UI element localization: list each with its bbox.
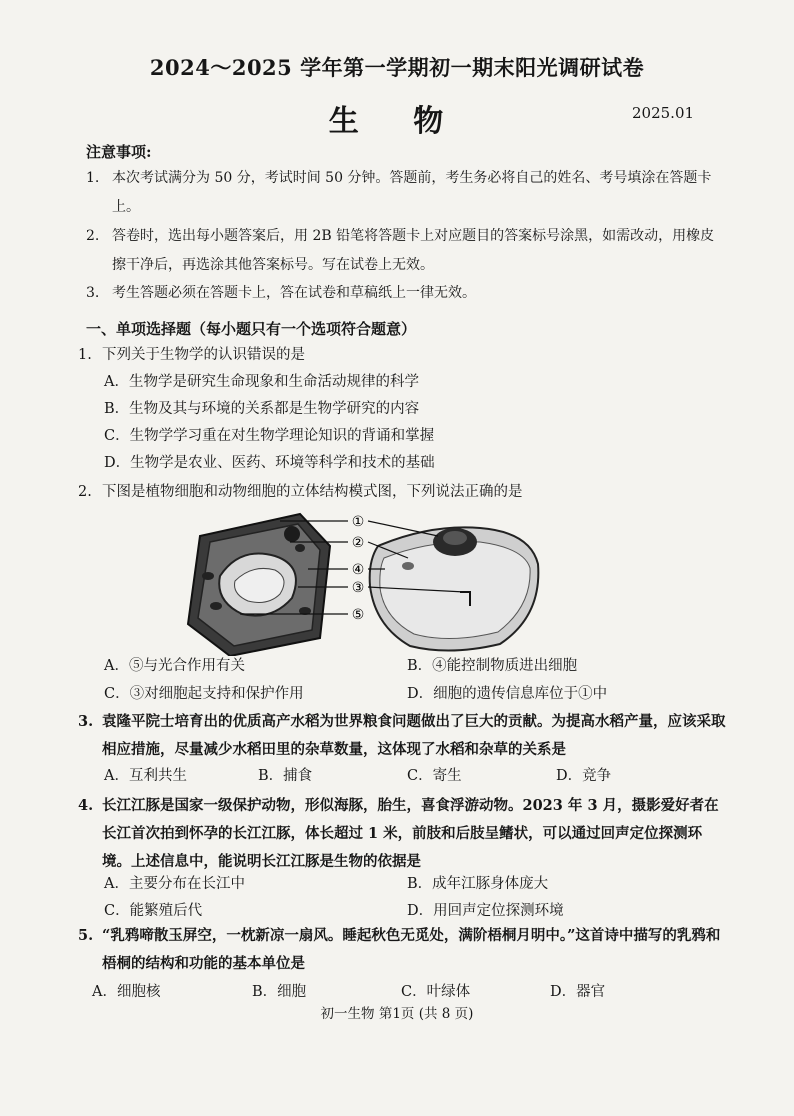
question-3-option-b: B．捕食	[258, 768, 313, 784]
question-text: 下列关于生物学的认识错误的是	[102, 347, 305, 363]
question-5-option-b: B．细胞	[252, 984, 307, 1000]
note-number: 2.	[86, 228, 100, 244]
question-2-option-a: A．⑤与光合作用有关	[104, 658, 245, 674]
question-3-option-a: A．互利共生	[104, 768, 187, 784]
exam-date: 2025.01	[632, 104, 695, 122]
figure-label-2: ②	[351, 535, 365, 551]
question-3-option-d: D．竞争	[556, 768, 612, 784]
section-heading: 一、单项选择题（每小题只有一个选项符合题意）	[86, 320, 417, 338]
subject-title: 生 物	[328, 104, 466, 139]
question-2-stem	[78, 478, 728, 506]
notes-heading: 注意事项:	[86, 143, 152, 161]
question-4-option-a: A．主要分布在长江中	[104, 876, 245, 892]
figure-label-3: ③	[351, 580, 365, 596]
question-5-option-a: A．细胞核	[92, 984, 161, 1000]
question-1-option-c: C．生物学学习重在对生物学理论知识的背诵和掌握	[104, 428, 435, 444]
question-4-option-b: B．成年江豚身体庞大	[407, 876, 549, 892]
question-text: 袁隆平院士培育出的优质高产水稻为世界粮食问题做出了巨大的贡献。为提高水稻产量，应该采取相应措施，尽量减少水稻田里的杂草数量，这体现了水稻和杂草的关系是	[102, 713, 726, 758]
plant-cell-illustration	[188, 514, 330, 656]
page-footer: 初一生物 第1页 (共 8 页)	[320, 1006, 474, 1022]
note-text: 本次考试满分为 50 分，考试时间 50 分钟。答题前，考生务必将自己的姓名、考号填涂在答题卡上。	[112, 170, 712, 215]
cell-structure-figure	[180, 506, 560, 656]
question-2-option-c: C．③对细胞起支持和保护作用	[104, 686, 304, 702]
question-number: 5.	[78, 927, 94, 944]
note-text: 考生答题必须在答题卡上，答在试卷和草稿纸上一律无效。	[112, 285, 476, 301]
question-3-option-c: C．寄生	[407, 768, 462, 784]
question-text: “乳鸦啼散玉屏空，一枕新凉一扇风。睡起秋色无觅处，满阶梧桐月明中。”这首诗中描写的乳鸦和梧桐的结构和功能的基本单位是	[102, 927, 721, 972]
figure-label-5: ⑤	[351, 607, 365, 623]
question-1-option-a: A．生物学是研究生命现象和生命活动规律的科学	[104, 374, 419, 390]
question-3-stem	[78, 708, 728, 764]
question-2-option-b: B．④能控制物质进出细胞	[407, 658, 578, 674]
question-text: 长江江豚是国家一级保护动物，形似海豚，胎生，喜食浮游动物。2023 年 3 月，摄影爱好者在长江首次拍到怀孕的长江江豚，体长超过 1 米，前肢和后肢呈鳍状，可以通过回声定位探测环境。上述信息中，能说明长江江豚是生物的依据是	[102, 797, 719, 870]
question-2-option-d: D．细胞的遗传信息库位于①中	[407, 686, 608, 702]
question-1-option-b: B．生物及其与环境的关系都是生物学研究的内容	[104, 401, 420, 417]
note-number: 1.	[86, 170, 100, 186]
question-text: 下图是植物细胞和动物细胞的立体结构模式图，下列说法正确的是	[102, 484, 523, 500]
question-5-option-c: C．叶绿体	[401, 984, 471, 1000]
question-number: 1.	[78, 347, 92, 363]
note-text: 答卷时，选出每小题答案后，用 2B 铅笔将答题卡上对应题目的答案标号涂黑，如需改动，用橡皮擦干净后，再选涂其他答案标号。写在试卷上无效。	[112, 228, 715, 273]
note-item	[86, 222, 726, 280]
question-4-option-d: D．用回声定位探测环境	[407, 903, 564, 919]
exam-title: 2024～2025 学年第一学期初一期末阳光调研试卷	[149, 55, 645, 80]
question-5-option-d: D．器官	[550, 984, 606, 1000]
note-item	[86, 279, 726, 308]
question-1-option-d: D．生物学是农业、医药、环境等科学和技术的基础	[104, 455, 435, 471]
figure-label-4: ④	[351, 562, 365, 578]
question-5-stem	[78, 922, 728, 978]
question-4-stem	[78, 792, 728, 876]
figure-label-1: ①	[351, 514, 365, 530]
question-number: 3.	[78, 713, 94, 730]
note-number: 3.	[86, 285, 100, 301]
note-item	[86, 164, 726, 222]
question-4-option-c: C．能繁殖后代	[104, 903, 203, 919]
question-number: 4.	[78, 797, 94, 814]
question-1-stem	[78, 341, 728, 369]
question-number: 2.	[78, 484, 92, 500]
